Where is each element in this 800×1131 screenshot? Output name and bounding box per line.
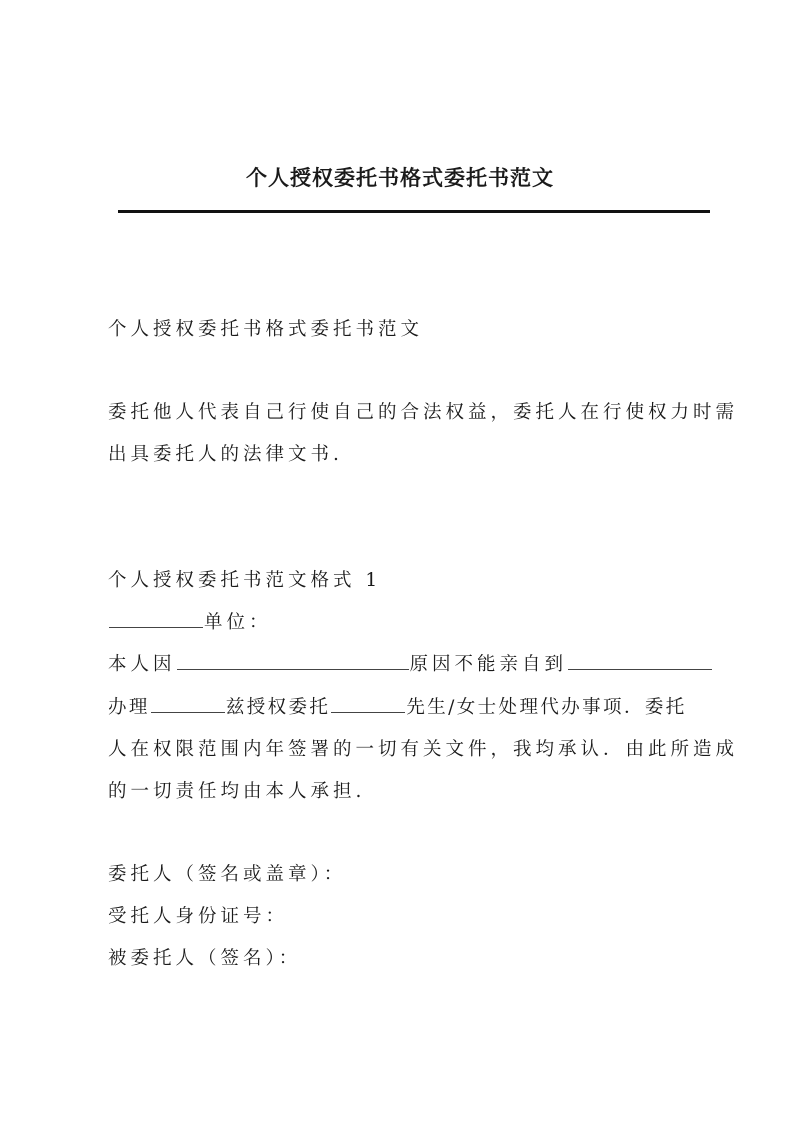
intro-paragraph-line-1: 委托他人代表自己行使自己的合法权益，委托人在行使权力时需 bbox=[108, 402, 739, 423]
title-underline-rule bbox=[118, 210, 710, 213]
document-subtitle: 个人授权委托书格式委托书范文 bbox=[108, 319, 424, 340]
document-title: 个人授权委托书格式委托书范文 bbox=[246, 165, 554, 190]
reason-blank[interactable] bbox=[177, 655, 409, 670]
matter-blank[interactable] bbox=[151, 698, 225, 713]
unit-label: 单位： bbox=[204, 612, 272, 633]
location-blank[interactable] bbox=[568, 655, 712, 670]
section-heading: 个人授权委托书范文格式 1 bbox=[108, 570, 382, 591]
agent-name-blank[interactable] bbox=[331, 698, 405, 713]
intro-paragraph-line-2: 出具委托人的法律文书. bbox=[108, 444, 343, 465]
body-paragraph-line-2: 人在权限范围内年签署的一切有关文件，我均承认．由此所造成 bbox=[108, 739, 739, 760]
reason-line bbox=[108, 652, 712, 678]
delegate-text: 先生/女士处理代办事项．委托 bbox=[406, 697, 687, 718]
handle-prefix: 办理 bbox=[108, 697, 150, 718]
agent-id-number-label: 受托人身份证号： bbox=[108, 906, 289, 927]
unit-line bbox=[108, 610, 712, 636]
agent-signature-label: 被委托人（签名）： bbox=[108, 948, 302, 969]
reason-prefix: 本人因 bbox=[108, 654, 176, 675]
body-paragraph-line-3: 的一切责任均由本人承担. bbox=[108, 781, 366, 802]
reason-middle: 原因不能亲自到 bbox=[409, 654, 568, 675]
authorization-line bbox=[108, 695, 712, 721]
authorize-text: 兹授权委托 bbox=[225, 697, 331, 718]
principal-signature-label: 委托人（签名或盖章）： bbox=[108, 864, 347, 885]
unit-name-blank[interactable] bbox=[109, 613, 203, 628]
